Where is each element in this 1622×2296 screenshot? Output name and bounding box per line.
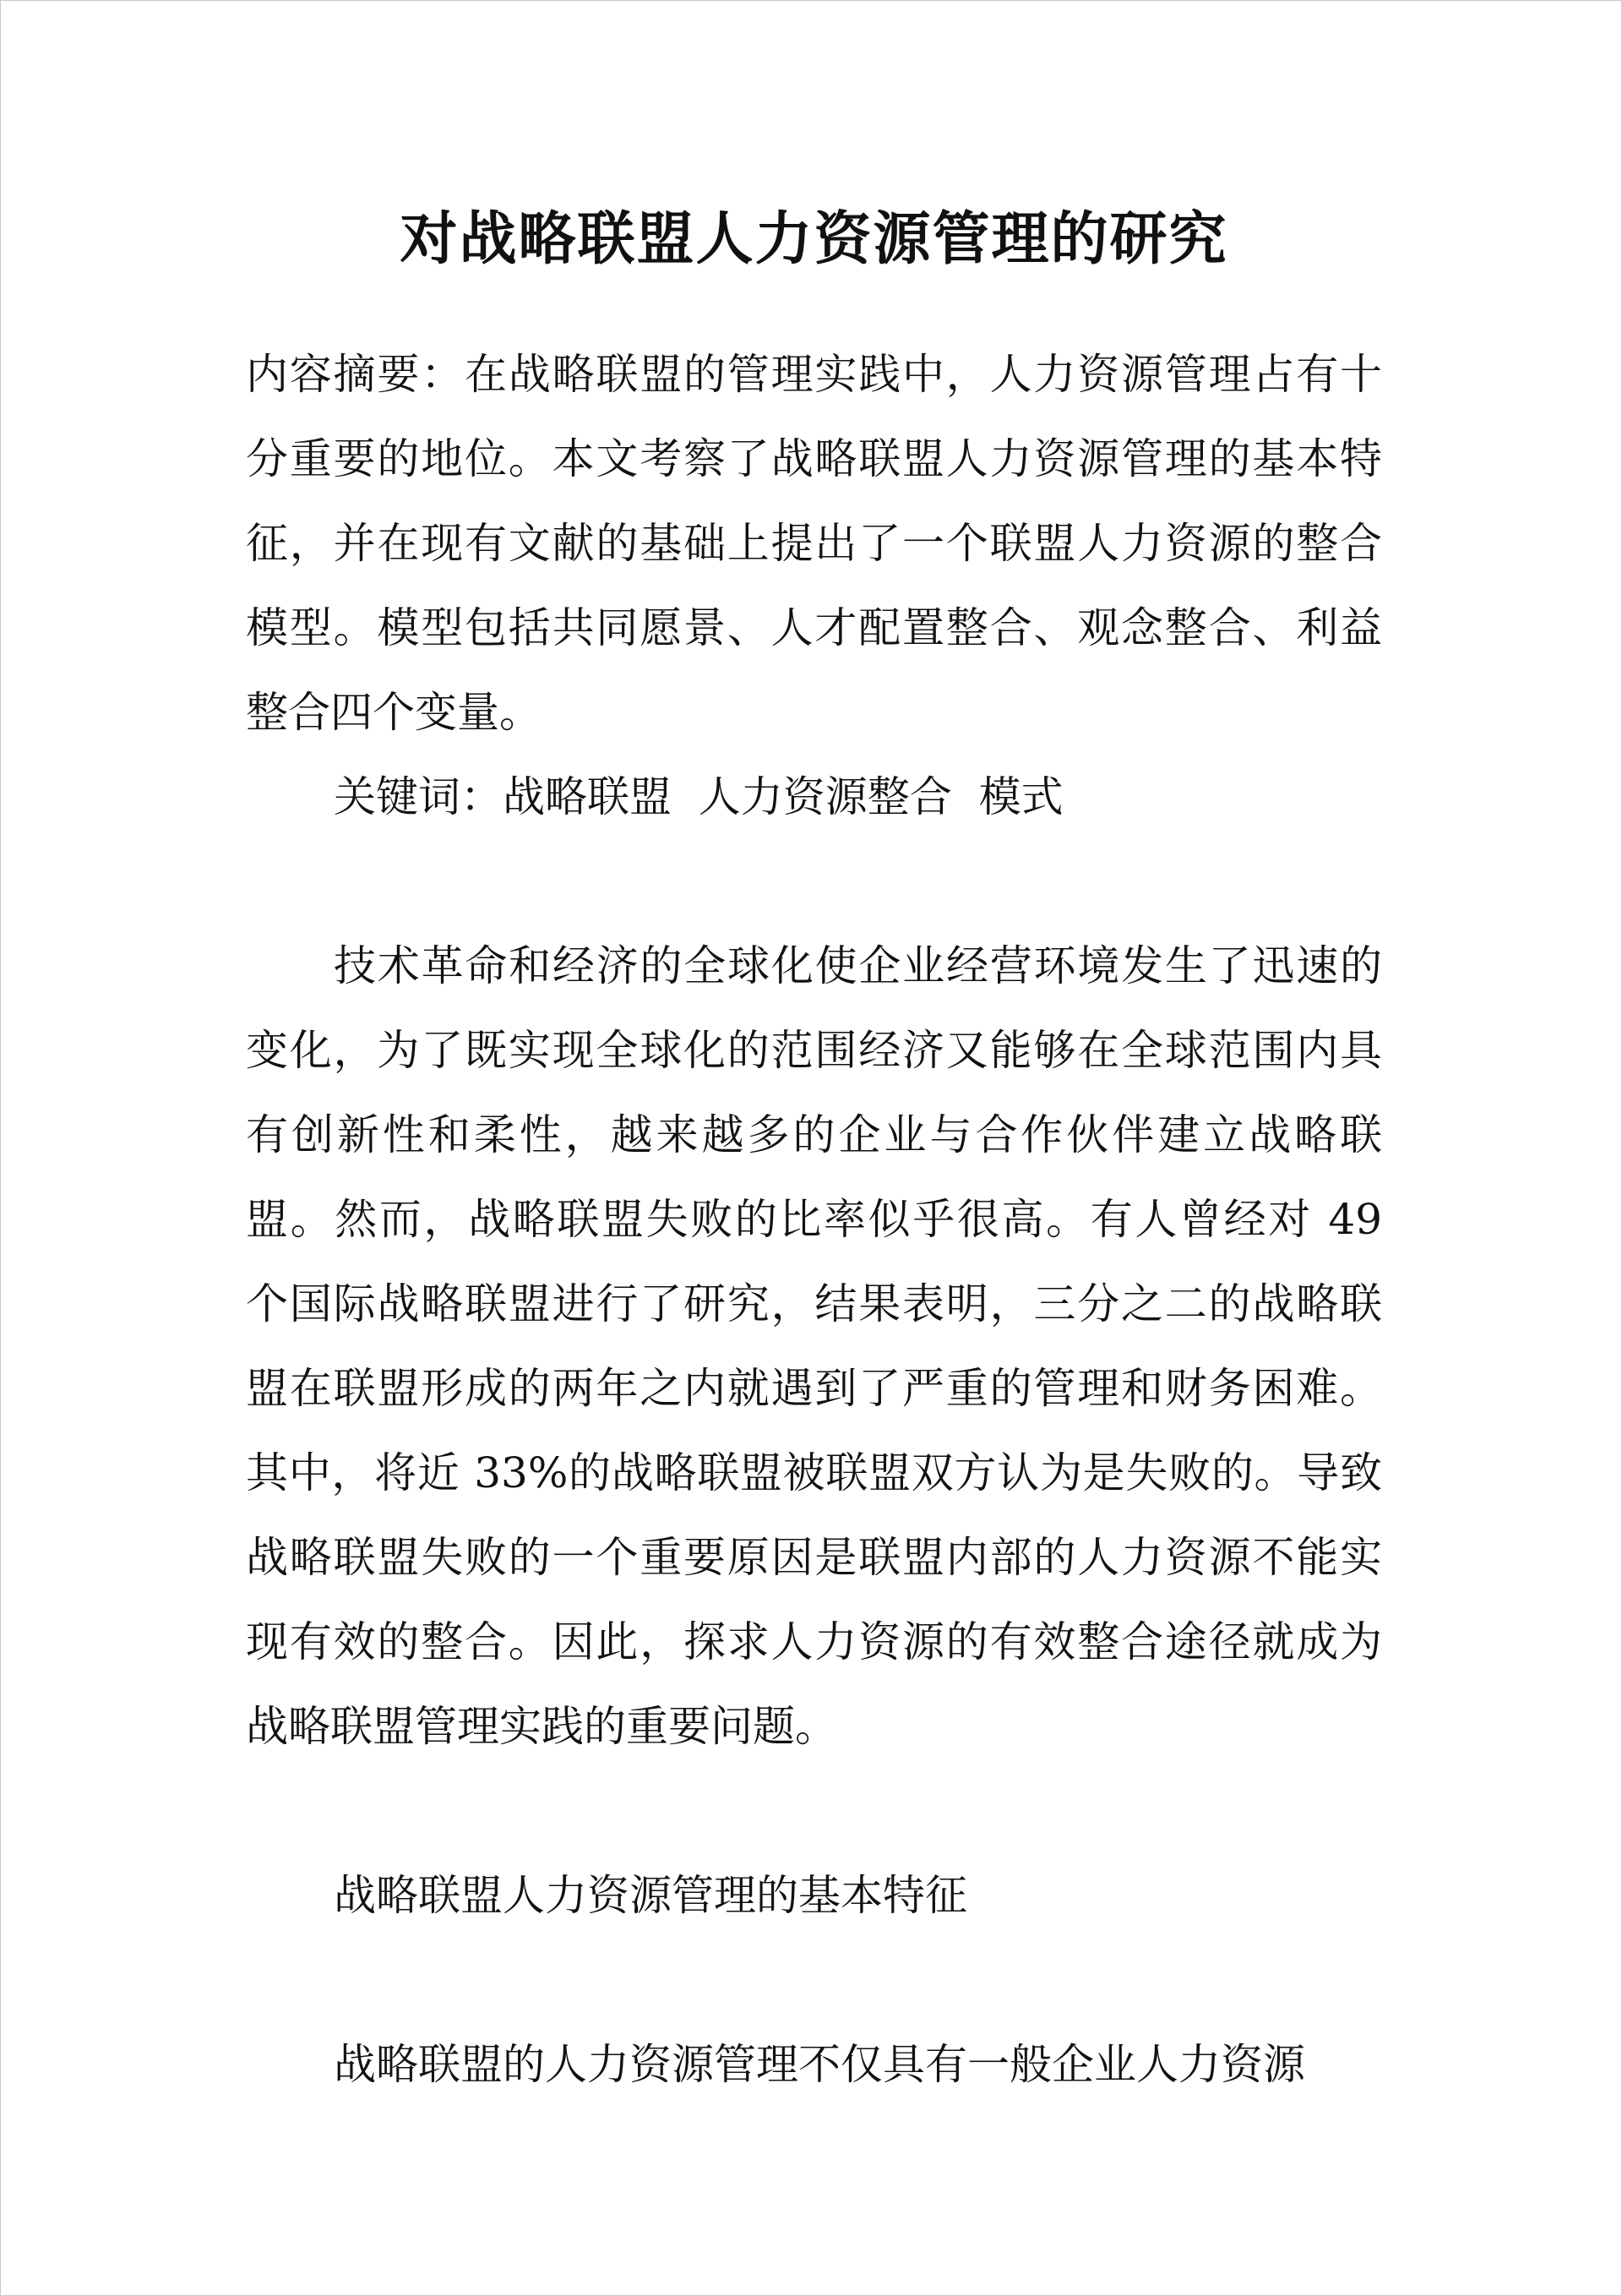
abstract-paragraph: 内容摘要：在战略联盟的管理实践中，人力资源管理占有十分重要的地位。本文考察了战略联盟人力资源管理的基本特征，并在现有文献的基础上提出了一个联盟人力资源的整合模型。模型包括共同愿景、人才配置整合、观念整合、利益整合四个变量。 [246, 350, 1382, 737]
intro-paragraph: 技术革命和经济的全球化使企业经营环境发生了迅速的变化，为了既实现全球化的范围经济又能够在全球范围内具有创新性和柔性，越来越多的企业与合作伙伴建立战略联盟。然而，战略联盟失败的比率似乎很高。有人曾经对 49 个国际战略联盟进行了研究，结果表明，三分之二的战略联盟在联盟形成的两年之内就遇到了严重的管理和财务困难。其中，将近 33%的战略联盟被联盟双方认为是失败的。导致战略联盟失败的一个重要原因是联盟内部的人力资源不能实现有效的整合。因此，探求人力资源的有效整合途径就成为战略联盟管理实践的重要问题。 [246, 941, 1382, 1751]
keywords-line: 关键词：战略联盟 人力资源整合 模式 [334, 772, 1064, 821]
document-body [246, 185, 1382, 2107]
document-title: 对战略联盟人力资源管理的研究 [400, 206, 1228, 273]
paragraph-spacer [246, 1938, 1382, 2022]
section-paragraph: 战略联盟的人力资源管理不仅具有一般企业人力资源 [334, 2040, 1305, 2089]
section-heading: 战略联盟人力资源管理的基本特征 [334, 1871, 967, 1920]
paragraph-spacer [246, 1769, 1382, 1853]
